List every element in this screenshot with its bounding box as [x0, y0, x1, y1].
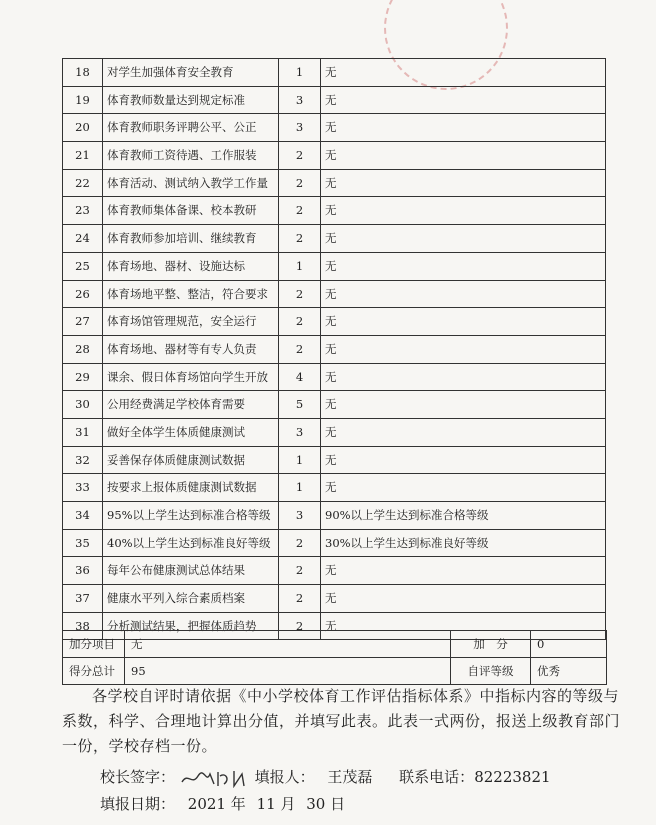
- row-remark: 无: [321, 474, 606, 502]
- row-remark: 无: [321, 252, 606, 280]
- day-char: 日: [330, 795, 346, 813]
- row-coefficient: 5: [279, 391, 321, 419]
- row-remark: 无: [321, 280, 606, 308]
- month-char: 月: [280, 795, 296, 813]
- row-coefficient: 1: [279, 446, 321, 474]
- instruction-note: 各学校自评时请依据《中小学校体育工作评估指标体系》中指标内容的等级与系数，科学、合理地计算出分值，并填写此表。此表一式两份，报送上级教育部门一份，学校存档一份。: [62, 687, 621, 755]
- phone-value: 82223821: [474, 768, 551, 786]
- row-coefficient: 3: [279, 86, 321, 114]
- row-remark: 90%以上学生达到标准合格等级: [321, 502, 606, 530]
- row-item: 体育教师职务评聘公平、公正: [103, 114, 279, 142]
- row-remark: 无: [321, 225, 606, 253]
- row-coefficient: 2: [279, 557, 321, 585]
- row-number: 33: [63, 474, 103, 502]
- row-coefficient: 4: [279, 363, 321, 391]
- total-row: [63, 658, 607, 685]
- evaluation-table-body: [63, 59, 606, 640]
- row-item: 做好全体学生体质健康测试: [103, 418, 279, 446]
- table-row: [63, 252, 606, 280]
- row-number: 31: [63, 418, 103, 446]
- row-coefficient: 3: [279, 114, 321, 142]
- filler-label: 填报人：: [254, 768, 315, 786]
- total-value: 95: [125, 658, 451, 685]
- row-coefficient: 2: [279, 197, 321, 225]
- table-row: [63, 280, 606, 308]
- total-label: 得分总计: [63, 658, 125, 685]
- row-item: 体育场地、器材等有专人负责: [103, 335, 279, 363]
- row-remark: 无: [321, 114, 606, 142]
- bonus-score-label: 加 分: [451, 631, 531, 658]
- row-item: 40%以上学生达到标准良好等级: [103, 529, 279, 557]
- bonus-score-value: 0: [531, 631, 607, 658]
- row-coefficient: 2: [279, 225, 321, 253]
- row-coefficient: 3: [279, 418, 321, 446]
- grade-label: 自评等级: [451, 658, 531, 685]
- row-remark: 无: [321, 335, 606, 363]
- row-item: 体育场地、器材、设施达标: [103, 252, 279, 280]
- table-row: [63, 114, 606, 142]
- row-item: 体育教师数量达到规定标准: [103, 86, 279, 114]
- row-item: 妥善保存体质健康测试数据: [103, 446, 279, 474]
- row-item: 健康水平列入综合素质档案: [103, 585, 279, 613]
- row-remark: 无: [321, 585, 606, 613]
- row-remark: 无: [321, 391, 606, 419]
- row-number: 32: [63, 446, 103, 474]
- row-remark: 无: [321, 446, 606, 474]
- row-item: 分析测试结果，把握体质趋势: [103, 612, 279, 640]
- row-coefficient: 1: [279, 59, 321, 87]
- evaluation-table: [62, 58, 606, 640]
- row-number: 22: [63, 169, 103, 197]
- row-coefficient: 2: [279, 169, 321, 197]
- row-remark: 无: [321, 59, 606, 87]
- table-row: [63, 474, 606, 502]
- row-number: 38: [63, 612, 103, 640]
- table-row: [63, 335, 606, 363]
- row-number: 35: [63, 529, 103, 557]
- date-label: 填报日期：: [100, 795, 176, 813]
- table-row: [63, 502, 606, 530]
- row-number: 36: [63, 557, 103, 585]
- row-item: 体育教师参加培训、继续教育: [103, 225, 279, 253]
- row-coefficient: 2: [279, 612, 321, 640]
- date-line: [100, 793, 345, 814]
- row-coefficient: 2: [279, 280, 321, 308]
- row-coefficient: 2: [279, 308, 321, 336]
- row-remark: 无: [321, 418, 606, 446]
- table-row: [63, 59, 606, 87]
- row-number: 28: [63, 335, 103, 363]
- date-day: 30: [306, 795, 326, 813]
- table-row: [63, 142, 606, 170]
- row-coefficient: 1: [279, 252, 321, 280]
- row-remark: 无: [321, 308, 606, 336]
- table-row: [63, 225, 606, 253]
- table-row: [63, 169, 606, 197]
- row-coefficient: 2: [279, 529, 321, 557]
- row-item: 体育场地平整、整洁，符合要求: [103, 280, 279, 308]
- bonus-label: 加分项目: [63, 631, 125, 658]
- row-coefficient: 1: [279, 474, 321, 502]
- phone-label: 联系电话：: [399, 768, 475, 786]
- summary-table: [62, 630, 607, 685]
- row-number: 30: [63, 391, 103, 419]
- row-number: 29: [63, 363, 103, 391]
- bonus-value: 无: [125, 631, 451, 658]
- row-remark: 无: [321, 363, 606, 391]
- table-row: [63, 446, 606, 474]
- row-number: 27: [63, 308, 103, 336]
- row-item: 每年公布健康测试总体结果: [103, 557, 279, 585]
- row-number: 18: [63, 59, 103, 87]
- table-row: [63, 391, 606, 419]
- row-remark: 无: [321, 612, 606, 640]
- grade-value: 优秀: [531, 658, 607, 685]
- table-row: [63, 197, 606, 225]
- principal-label: 校长签字：: [100, 768, 176, 786]
- table-row: [63, 418, 606, 446]
- row-item: 按要求上报体质健康测试数据: [103, 474, 279, 502]
- row-coefficient: 2: [279, 335, 321, 363]
- row-coefficient: 2: [279, 585, 321, 613]
- row-item: 课余、假日体育场馆向学生开放: [103, 363, 279, 391]
- row-number: 24: [63, 225, 103, 253]
- row-coefficient: 2: [279, 142, 321, 170]
- row-remark: 无: [321, 142, 606, 170]
- row-number: 37: [63, 585, 103, 613]
- filler-name: 王茂磊: [327, 768, 373, 786]
- row-number: 21: [63, 142, 103, 170]
- row-number: 23: [63, 197, 103, 225]
- table-row: [63, 557, 606, 585]
- table-row: [63, 308, 606, 336]
- row-number: 19: [63, 86, 103, 114]
- year-char: 年: [230, 795, 246, 813]
- row-number: 34: [63, 502, 103, 530]
- row-number: 26: [63, 280, 103, 308]
- row-number: 20: [63, 114, 103, 142]
- row-remark: 无: [321, 197, 606, 225]
- table-row: [63, 585, 606, 613]
- table-row: [63, 529, 606, 557]
- row-item: 对学生加强体育安全教育: [103, 59, 279, 87]
- row-remark: 30%以上学生达到标准良好等级: [321, 529, 606, 557]
- signature-line: [100, 766, 551, 788]
- table-row: [63, 363, 606, 391]
- date-year: 2021: [187, 795, 226, 813]
- row-coefficient: 3: [279, 502, 321, 530]
- row-item: 95%以上学生达到标准合格等级: [103, 502, 279, 530]
- row-remark: 无: [321, 86, 606, 114]
- row-item: 体育教师集体备课、校本教研: [103, 197, 279, 225]
- row-item: 体育场馆管理规范，安全运行: [103, 308, 279, 336]
- row-remark: 无: [321, 169, 606, 197]
- date-month: 11: [256, 795, 276, 813]
- row-item: 公用经费满足学校体育需要: [103, 391, 279, 419]
- row-item: 体育教师工资待遇、工作服装: [103, 142, 279, 170]
- bonus-row: [63, 631, 607, 658]
- row-remark: 无: [321, 557, 606, 585]
- table-row: [63, 86, 606, 114]
- row-number: 25: [63, 252, 103, 280]
- handwritten-signature: [180, 768, 250, 788]
- row-item: 体育活动、测试纳入教学工作量: [103, 169, 279, 197]
